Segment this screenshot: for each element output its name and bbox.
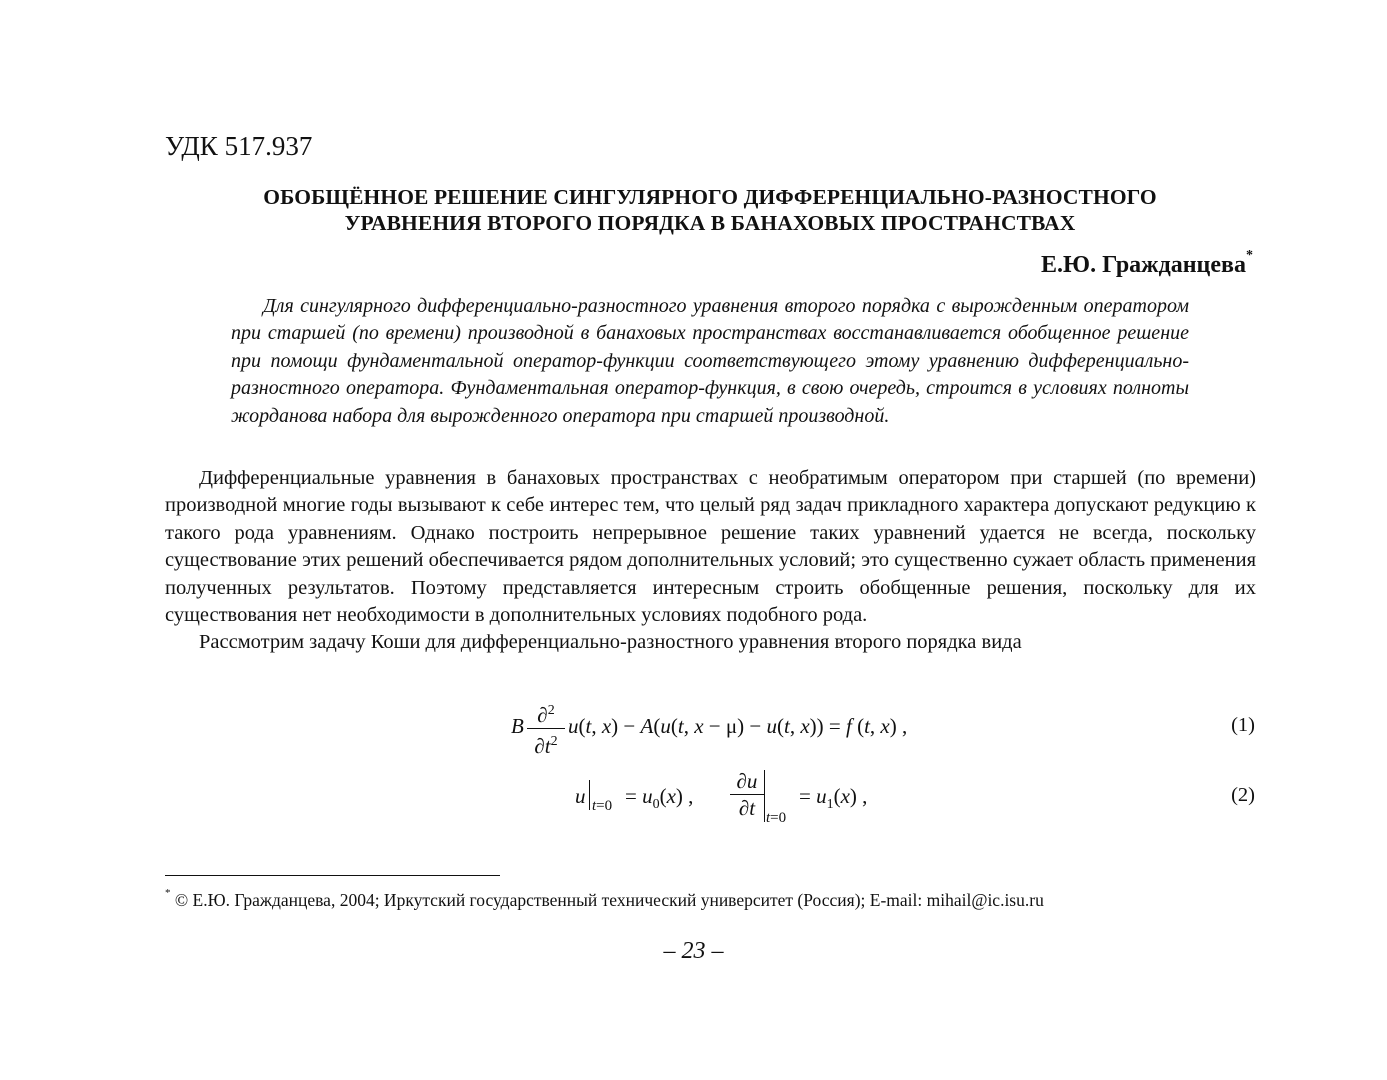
footnote-text: © Е.Ю. Гражданцева, 2004; Иркутский государственный технический университет (Россия); E-mail: mihail@ic.isu.ru [174,890,1044,910]
equation-1: B $\frac{\partial^2}{\partial t^2}$ u(t, x) − A(u(t, x − μ) − u(t, x)) = f (t, x) , [511,698,971,760]
udk-code: УДК 517.937 [165,131,313,161]
author [1041,248,1253,279]
equation-2-number: (2) [1231,784,1255,806]
title-line-1: ОБОБЩЁННОЕ РЕШЕНИЕ СИНГУЛЯРНОГО ДИФФЕРЕНЦИАЛЬНО-РАЗНОСТНОГО [263,185,1157,209]
author-footnote-mark: * [1246,248,1253,263]
footnote-mark: * [165,887,171,900]
paragraph-1: Дифференциальные уравнения в банаховых пространствах с необратимым оператором при старшей (по времени) производной многие годы вызывают к себе интерес тем, что целый ряд задач прикладного характера допускают редукцию к такого рода уравнениям. Однако построить непрерывное решение таких уравнений удается не всегда, поскольку существование этих решений обеспечивается рядом дополнительных условий; это существенно сужает область применения полученных результатов. Поэтому представляется интересным строить обобщенные решения, поскольку для их существования нет необходимости в дополнительных условиях подобного рода. [165,467,1256,627]
author-name: Е.Ю. Гражданцева [1041,252,1246,278]
body-text [165,465,1256,657]
footnote [165,887,1044,911]
abstract [231,293,1189,430]
title-line-2: УРАВНЕНИЯ ВТОРОГО ПОРЯДКА В БАНАХОВЫХ ПРОСТРАНСТВАХ [344,211,1076,235]
footnote-divider [165,875,500,876]
paragraph-2: Рассмотрим задачу Коши для дифференциально-разностного уравнения второго порядка вида [199,631,1022,654]
page-number: – 23 – [663,938,724,964]
equation-2: u t=0 = $u_0(x)$ , $\frac{\partial u}{\partial t}$ t=0 = $u_1(x)$ , [575,769,868,826]
equation-1-number: (1) [1231,714,1255,736]
paper-title [165,184,1255,236]
abstract-text: Для сингулярного дифференциально-разностного уравнения второго порядка с вырожденным оператором при старшей (по времени) производной в банаховых пространствах восстанавливается обобщенное решение при помощи фундаментальной оператор-функции соответствующего этому уравнению дифференциально-разностного оператора. Фундаментальная оператор-функция, в свою очередь, строится в условиях полноты жорданова набора для вырожденного оператора при старшей производной. [231,295,1189,427]
